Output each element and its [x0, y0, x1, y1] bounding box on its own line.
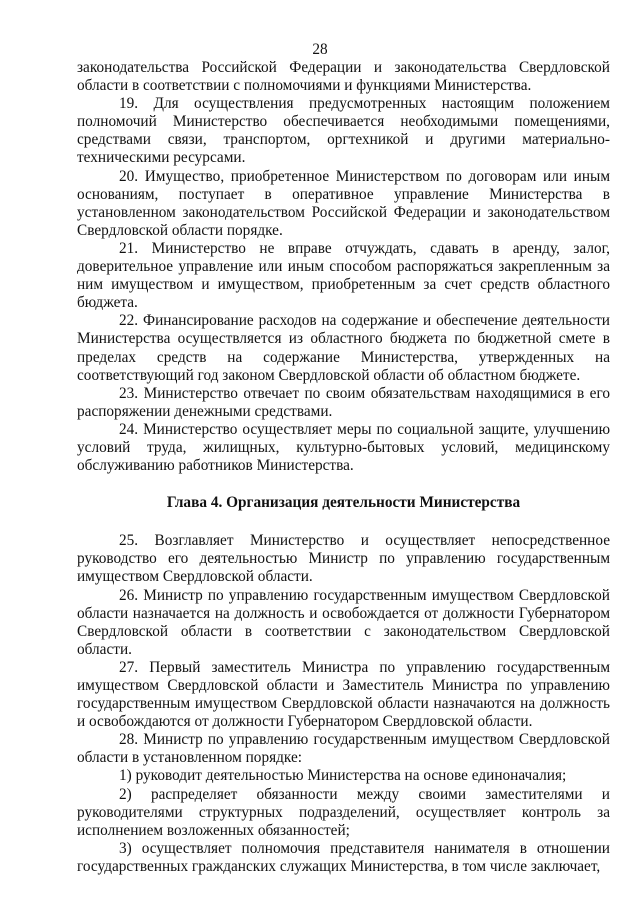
paragraph-28: 28. Министр по управлению государственным имуществом Свердловской области в установленном порядке: — [77, 731, 610, 767]
paragraph-25: 25. Возглавляет Министерство и осуществляет непосредственное руководство его деятельностью Министр по управлению государственным имуществом Свердловской области. — [77, 532, 610, 586]
page-number: 28 — [312, 41, 328, 58]
paragraph-27: 27. Первый заместитель Министра по управлению государственным имуществом Свердловской области и Заместитель Министра по управлению государственным имуществом Свердловской области назначаются на должность и освобождаются от должности Губернатором Свердловской области. — [77, 658, 610, 731]
paragraph-continuation: законодательства Российской Федерации и законодательства Свердловской области в соответствии с полномочиями и функциями Министерства. — [77, 59, 610, 95]
list-item-3: 3) осуществляет полномочия представителя нанимателя в отношении государственных гражданских служащих Министерства, в том числе заключает, — [77, 839, 610, 875]
paragraph-26: 26. Министр по управлению государственным имуществом Свердловской области назначается на должность и освобождается от должности Губернатором Свердловской области в соответствии с законодательством Свердловской области. — [77, 586, 610, 658]
list-item-2: 2) распределяет обязанности между своими заместителями и руководителями структурных подразделений, осуществляет контроль за исполнением возложенных обязанностей; — [77, 785, 610, 839]
paragraph-23: 23. Министерство отвечает по своим обязательствам находящимися в его распоряжении денежными средствами. — [77, 384, 610, 420]
paragraph-22: 22. Финансирование расходов на содержание и обеспечение деятельности Министерства осуществляется из областного бюджета по бюджетной смете в пределах средств на содержание Министерства, утвержденных на соответствующий год законом Свердловской области об областном бюджете. — [77, 312, 610, 384]
paragraph-24: 24. Министерство осуществляет меры по социальной защите, улучшению условий труда, жилищных, культурно-бытовых условий, медицинскому обслуживанию работников Министерства. — [77, 420, 610, 475]
document-body — [77, 59, 610, 876]
list-item-1: 1) руководит деятельностью Министерства на основе единоначалия; — [119, 767, 567, 785]
paragraph-19: 19. Для осуществления предусмотренных настоящим положением полномочий Министерство обеспечивается необходимыми помещениями, средствами связи, транспортом, оргтехникой и другими материально-техническими ресурсами. — [77, 95, 610, 167]
chapter-heading: Глава 4. Организация деятельности Министерства — [166, 494, 521, 512]
paragraph-21: 21. Министерство не вправе отчуждать, сдавать в аренду, залог, доверительное управление или иным способом распоряжаться закрепленным за ним имуществом и имуществом, приобретенным за счет средств областного бюджета. — [77, 239, 610, 312]
paragraph-20: 20. Имущество, приобретенное Министерством по договорам или иным основаниям, поступает в оперативное управление Министерства в установленном законодательством Российской Федерации и законодательством Свердловской области порядке. — [77, 167, 610, 239]
